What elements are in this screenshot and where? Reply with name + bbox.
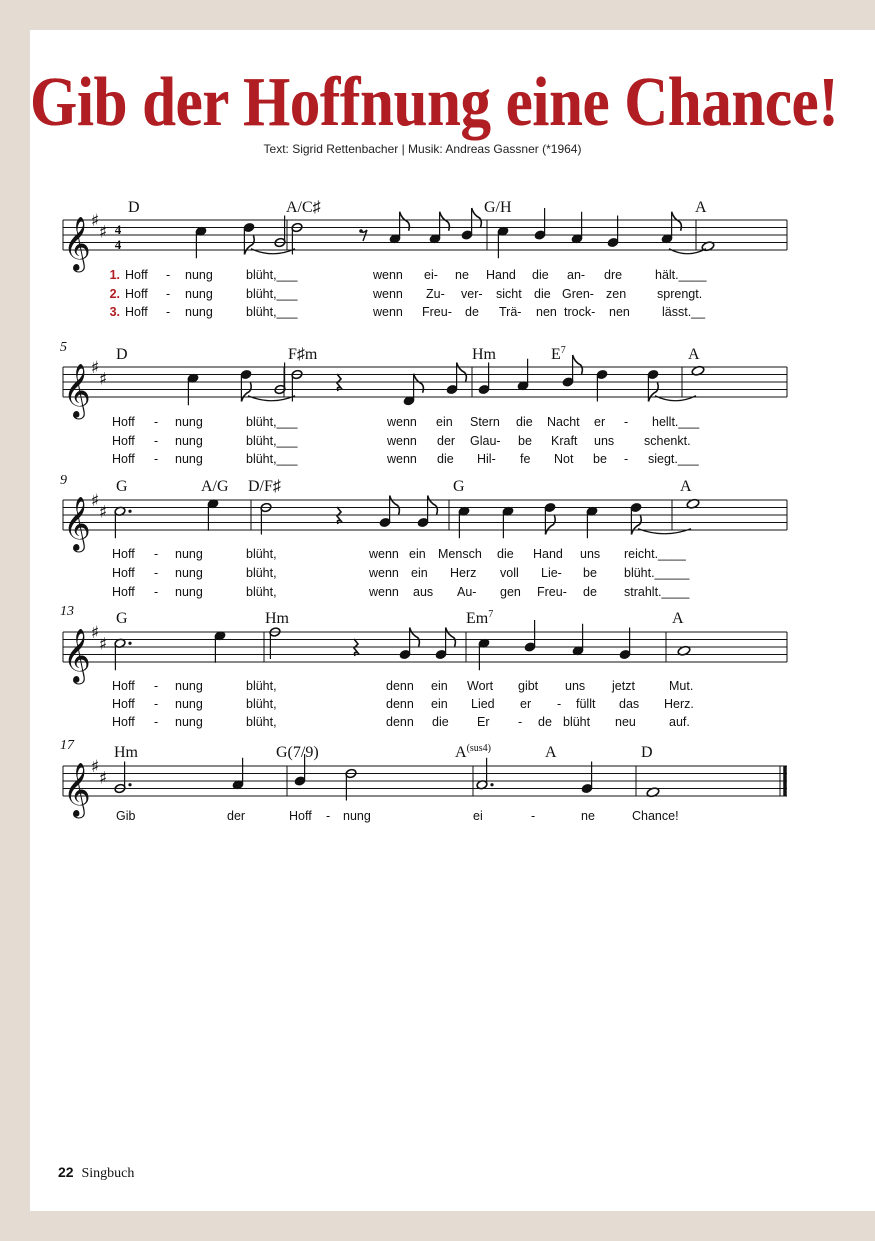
lyric-syllable: wenn (373, 305, 403, 319)
lyric-line (112, 452, 700, 466)
lyric-syllable: ein (431, 697, 448, 711)
lyric-syllable: ei (473, 809, 483, 823)
chord-symbol (288, 346, 318, 363)
lyric-syllable: Not (554, 452, 574, 466)
lyric-syllable: - (154, 715, 159, 729)
lyric-syllable: de (465, 305, 479, 319)
chord-symbol (116, 346, 128, 363)
quarter-rest (337, 374, 341, 391)
key-sharp-c: ♯ (98, 634, 108, 655)
lyric-syllable: be (518, 434, 532, 448)
lyric-syllable: nung (175, 547, 203, 561)
lyric-syllable: Mut. (669, 679, 694, 693)
lyric-syllable: blüht,___ (246, 415, 298, 429)
lyric-syllable: der (227, 809, 246, 823)
lyric-line (125, 305, 706, 319)
measure-number: 13 (60, 604, 74, 619)
chord-symbol (453, 478, 465, 495)
lyric-syllable: strahlt.____ (624, 585, 690, 599)
lyric-syllable: die (437, 452, 454, 466)
measure-number: 9 (60, 473, 67, 488)
chord-symbol (116, 478, 128, 495)
lyric-syllable: Hoff (112, 679, 135, 693)
song-credits: Text: Sigrid Rettenbacher | Musik: Andreas Gassner (*1964) (263, 142, 582, 156)
chord-root: G(7/9) (276, 744, 319, 761)
tie (248, 396, 295, 401)
key-sharp-f: ♯ (90, 757, 100, 777)
chord-root: A (695, 199, 707, 216)
lyric-syllable: die (516, 415, 533, 429)
chord-root: G (116, 478, 128, 495)
lyric-syllable: die (497, 547, 514, 561)
staff-system (60, 738, 787, 823)
lyric-syllable: uns (565, 679, 586, 693)
chord-symbol (201, 478, 229, 495)
lyric-syllable: Hoff (112, 415, 135, 429)
lyric-syllable: blüht, (246, 547, 277, 561)
lyric-syllable: wenn (373, 268, 403, 282)
lyric-syllable: nen (536, 305, 557, 319)
treble-clef: 𝄞 (63, 762, 91, 817)
time-signature-bottom: 4 (114, 237, 122, 252)
lyric-syllable: nen (609, 305, 630, 319)
lyric-syllable: - (154, 434, 159, 448)
tie (655, 396, 696, 401)
lyric-syllable: - (326, 809, 331, 823)
note-flag (390, 496, 400, 515)
chord-symbol (484, 199, 512, 216)
lyric-syllable: wenn (369, 585, 399, 599)
lyric-syllable: blüht, (246, 697, 277, 711)
key-sharp-c: ♯ (98, 369, 108, 390)
lyric-syllable: Hoff (125, 305, 148, 319)
lyric-syllable: be (593, 452, 607, 466)
lyric-syllable: - (518, 715, 523, 729)
lyric-syllable: - (154, 585, 159, 599)
chord-symbol (466, 609, 493, 627)
lyric-syllable: nung (175, 434, 203, 448)
lyric-syllable: Glau- (470, 434, 501, 448)
key-sharp-f: ♯ (90, 211, 100, 231)
chord-root: A (455, 744, 467, 761)
lyric-syllable: jetzt (612, 679, 635, 693)
lyric-syllable: Hoff (112, 452, 135, 466)
treble-clef: 𝄞 (63, 496, 91, 551)
lyric-line (112, 679, 693, 693)
lyric-syllable: sprengt. (657, 287, 703, 301)
chord-root: D (128, 199, 140, 216)
chord-symbol (265, 610, 290, 627)
lyric-syllable: blüht, (246, 566, 277, 580)
chord-symbol (545, 744, 557, 761)
lyric-syllable: ein (436, 415, 453, 429)
note-flag (457, 363, 467, 382)
lyric-syllable: blüht,___ (246, 434, 298, 448)
staff-system (60, 604, 787, 729)
page-number: 22 (58, 1164, 74, 1180)
lyric-syllable: wenn (387, 434, 417, 448)
lyric-syllable: hellt.___ (652, 415, 700, 429)
lyric-syllable: Zu- (426, 287, 445, 301)
chord-root: D (641, 744, 653, 761)
lyric-syllable: Hand (486, 268, 516, 282)
lyric-syllable: nung (175, 566, 203, 580)
time-signature-top: 4 (114, 222, 122, 237)
lyric-syllable: - (154, 452, 159, 466)
lyric-syllable: der (437, 434, 456, 448)
lyric-syllable: nung (175, 697, 203, 711)
note-flag (244, 236, 254, 255)
chord-root: A (688, 346, 700, 363)
lyric-syllable: Gren- (562, 287, 594, 301)
lyric-syllable: wenn (373, 287, 403, 301)
lyric-syllable: - (166, 305, 171, 319)
chord-root: A (672, 610, 684, 627)
lyric-syllable: ei- (424, 268, 438, 282)
lyric-syllable: ein (431, 679, 448, 693)
chord-root: G (453, 478, 465, 495)
lyric-syllable: das (619, 697, 640, 711)
lyric-syllable: blüht, (246, 715, 277, 729)
lyric-syllable: nung (185, 305, 213, 319)
staff-system (60, 473, 787, 599)
staff-system (63, 199, 787, 319)
quarter-rest (337, 507, 341, 524)
treble-clef: 𝄞 (63, 216, 91, 271)
lyric-syllable: - (624, 415, 629, 429)
lyric-syllable: blüht, (246, 679, 277, 693)
lyric-syllable: Hoff (112, 547, 135, 561)
chord-symbol (114, 744, 139, 761)
eighth-rest-dot (359, 229, 363, 233)
lyric-syllable: Er (477, 715, 490, 729)
lyric-syllable: Hoff (112, 566, 135, 580)
chord-root: Hm (472, 346, 496, 363)
lyric-syllable: trock- (564, 305, 596, 319)
chord-root: A (680, 478, 692, 495)
key-sharp-c: ♯ (98, 222, 108, 243)
lyric-syllable: - (557, 697, 562, 711)
lyric-syllable: nung (175, 715, 203, 729)
lyric-syllable: neu (615, 715, 636, 729)
lyric-syllable: Hand (533, 547, 563, 561)
lyric-line (112, 585, 690, 599)
lyric-syllable: de (583, 585, 597, 599)
chord-extension: 7 (488, 609, 494, 620)
chord-root: F♯m (288, 346, 318, 363)
measure-number: 5 (60, 340, 67, 355)
lyric-syllable: be (583, 566, 597, 580)
lyric-syllable: - (154, 697, 159, 711)
lyric-syllable: sicht (496, 287, 522, 301)
lyric-syllable: Au- (457, 585, 477, 599)
note-dot (490, 783, 493, 786)
lyric-syllable: dre (604, 268, 623, 282)
lyric-syllable: - (154, 679, 159, 693)
lyric-syllable: denn (386, 715, 414, 729)
lyric-line (125, 287, 702, 301)
lyric-syllable: zen (606, 287, 627, 301)
treble-clef: 𝄞 (63, 628, 91, 683)
tie (669, 249, 706, 254)
lyric-syllable: - (166, 268, 171, 282)
lyric-line (112, 697, 694, 711)
lyric-syllable: Mensch (438, 547, 482, 561)
lyric-syllable: er (520, 697, 532, 711)
lyric-syllable: Hoff (112, 434, 135, 448)
lyric-syllable: ein (411, 566, 428, 580)
lyric-line (112, 715, 690, 729)
treble-clef: 𝄞 (63, 363, 91, 418)
note-flag (631, 516, 641, 535)
lyric-syllable: nung (343, 809, 371, 823)
lyric-syllable: nung (175, 585, 203, 599)
lyric-syllable: Wort (467, 679, 494, 693)
lyric-syllable: nung (185, 287, 213, 301)
chord-symbol (286, 199, 321, 216)
note-flag (545, 516, 555, 535)
lyric-syllable: Lied (471, 697, 495, 711)
lyric-syllable: denn (386, 679, 414, 693)
lyric-syllable: blüht,___ (246, 305, 298, 319)
lyric-syllable: füllt (576, 697, 596, 711)
lyric-syllable: - (166, 287, 171, 301)
lyric-syllable: ver- (461, 287, 483, 301)
note-flag (472, 208, 482, 227)
lyric-line (112, 434, 691, 448)
lyric-syllable: er (594, 415, 606, 429)
chord-root: A/G (201, 478, 229, 495)
key-sharp-f: ♯ (90, 491, 100, 511)
chord-root: Em (466, 610, 489, 627)
lyric-syllable: aus (413, 585, 434, 599)
chord-root: D/F♯ (248, 478, 281, 495)
lyric-syllable: ein (409, 547, 426, 561)
page-footer (58, 1164, 134, 1182)
lyric-line (112, 415, 700, 429)
lyric-syllable: - (154, 547, 159, 561)
verse-number: 1. (109, 268, 120, 282)
lyric-syllable: Hil- (477, 452, 496, 466)
note-flag (648, 383, 658, 402)
lyric-syllable: blüht (563, 715, 591, 729)
chord-symbol (695, 199, 707, 216)
song-title: Gib der Hoffnung eine Chance! (30, 64, 839, 141)
lyric-syllable: Hoff (112, 585, 135, 599)
lyric-syllable: Hoff (112, 697, 135, 711)
lyric-syllable: nung (185, 268, 213, 282)
note-dot (128, 642, 131, 645)
lyric-syllable: Stern (470, 415, 500, 429)
tie (251, 249, 295, 254)
lyric-syllable: siegt.___ (648, 452, 699, 466)
lyric-syllable: uns (580, 547, 601, 561)
lyric-syllable: nung (175, 679, 203, 693)
note-flag (410, 628, 420, 647)
lyric-syllable: nung (175, 415, 203, 429)
chord-symbol (248, 478, 281, 495)
lyric-syllable: voll (500, 566, 519, 580)
staff-system (60, 340, 787, 466)
lyric-syllable: blüht._____ (624, 566, 690, 580)
lyric-syllable: - (154, 415, 159, 429)
chord-root: Hm (114, 744, 138, 761)
chord-symbol (455, 743, 491, 761)
chord-root: D (116, 346, 128, 363)
chord-symbol (688, 346, 700, 363)
lyric-syllable: de (538, 715, 552, 729)
lyric-syllable: blüht, (246, 585, 277, 599)
lyric-syllable: Hoff (125, 287, 148, 301)
lyric-syllable: Hoff (289, 809, 312, 823)
lyric-syllable: Freu- (422, 305, 452, 319)
chord-root: A (545, 744, 557, 761)
lyric-syllable: lässt.__ (662, 305, 706, 319)
verse-number: 3. (109, 305, 120, 319)
lyric-syllable: hält.____ (655, 268, 707, 282)
lyric-syllable: blüht,___ (246, 287, 298, 301)
lyric-syllable: reicht.____ (624, 547, 686, 561)
verse-number: 2. (109, 287, 120, 301)
note-flag (428, 496, 438, 515)
chord-extension: 7 (560, 345, 566, 356)
lyric-syllable: die (432, 715, 449, 729)
chord-symbol (680, 478, 692, 495)
note-flag (241, 383, 251, 402)
lyric-syllable: denn (386, 697, 414, 711)
lyric-syllable: Herz (450, 566, 477, 580)
chord-symbol (672, 610, 684, 627)
lyric-syllable: wenn (387, 452, 417, 466)
measure-number: 17 (60, 738, 74, 753)
note-dot (128, 783, 131, 786)
key-sharp-f: ♯ (90, 623, 100, 643)
lyric-line (125, 268, 707, 282)
lyric-syllable: Herz. (664, 697, 694, 711)
note-dot (128, 510, 131, 513)
chord-extension: (sus4) (466, 743, 492, 754)
lyric-syllable: wenn (387, 415, 417, 429)
quarter-rest (354, 639, 358, 656)
chord-root: A/C♯ (286, 199, 321, 216)
lyric-syllable: wenn (369, 566, 399, 580)
lyric-syllable: Gib (116, 809, 136, 823)
lyric-syllable: - (154, 566, 159, 580)
lyric-syllable: blüht,___ (246, 268, 298, 282)
lyric-syllable: Freu- (537, 585, 567, 599)
chord-symbol (472, 346, 497, 363)
chord-symbol (116, 610, 128, 627)
lyric-syllable: - (531, 809, 536, 823)
key-sharp-c: ♯ (98, 768, 108, 789)
chord-root: Hm (265, 610, 289, 627)
lyric-syllable: Hoff (125, 268, 148, 282)
lyric-syllable: schenkt. (644, 434, 691, 448)
lyric-syllable: auf. (669, 715, 690, 729)
tie (638, 529, 691, 534)
lyric-syllable: an- (567, 268, 586, 282)
lyric-syllable: die (534, 287, 551, 301)
lyric-syllable: Lie- (541, 566, 562, 580)
book-name: Singbuch (81, 1166, 135, 1181)
lyric-syllable: fe (520, 452, 531, 466)
chord-root: G (116, 610, 128, 627)
lyric-line (116, 809, 679, 823)
key-sharp-c: ♯ (98, 502, 108, 523)
chord-root: E (551, 346, 561, 363)
lyric-syllable: Chance! (632, 809, 679, 823)
key-sharp-f: ♯ (90, 358, 100, 378)
lyric-syllable: gibt (518, 679, 539, 693)
lyric-syllable: wenn (369, 547, 399, 561)
lyric-syllable: - (624, 452, 629, 466)
lyric-line (112, 566, 690, 580)
lyric-syllable: Kraft (551, 434, 578, 448)
chord-root: G/H (484, 199, 512, 216)
chord-symbol (128, 199, 140, 216)
lyric-syllable: gen (500, 585, 521, 599)
lyric-syllable: die (532, 268, 549, 282)
lyric-syllable: ne (455, 268, 469, 282)
chord-symbol (641, 744, 653, 761)
lyric-syllable: uns (594, 434, 615, 448)
chord-symbol (276, 744, 319, 761)
lyric-syllable: Hoff (112, 715, 135, 729)
note-flag (573, 355, 583, 374)
note-flag (446, 628, 456, 647)
lyric-syllable: Nacht (547, 415, 580, 429)
lyric-syllable: ne (581, 809, 595, 823)
chord-symbol (551, 345, 566, 363)
lyric-syllable: Trä- (499, 305, 522, 319)
lyric-syllable: blüht,___ (246, 452, 298, 466)
lyric-syllable: nung (175, 452, 203, 466)
lyric-line (112, 547, 687, 561)
